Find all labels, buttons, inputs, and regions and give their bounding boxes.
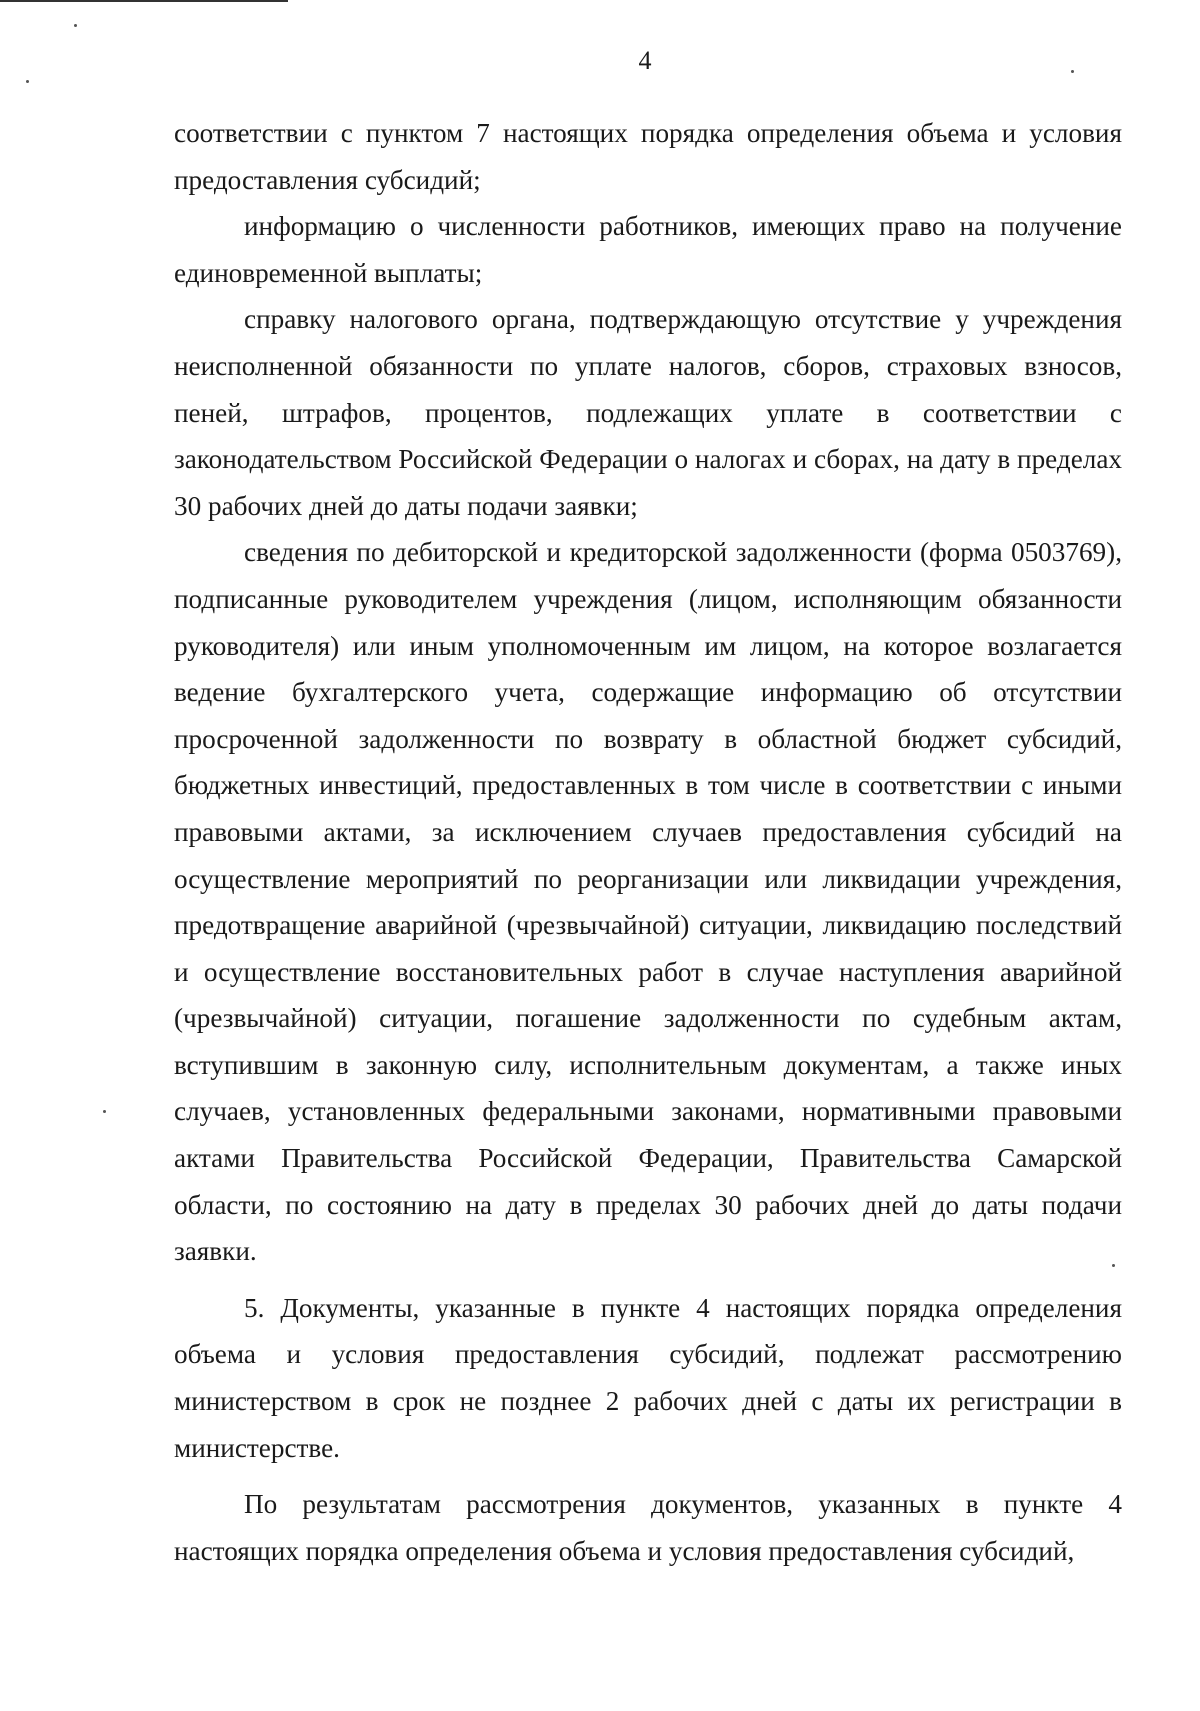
document-body [174, 110, 1122, 1574]
paragraph-employee-count: информацию о численности работников, имеющих право на получение единовременной выплаты; [174, 211, 1122, 288]
scan-speck [103, 1110, 106, 1113]
paragraph-continuation: соответствии с пунктом 7 настоящих порядка определения объема и условия предоставления субсидий; [174, 118, 1122, 195]
scan-top-rule [0, 0, 288, 2]
scan-speck [74, 24, 77, 27]
scan-speck [26, 80, 29, 83]
paragraph-item-5: 5. Документы, указанные в пункте 4 настоящих порядка определения объема и условия предоставления субсидий, подлежат рассмотрению министерством в срок не позднее 2 рабочих дней с даты их регистрации в министерстве. [174, 1292, 1122, 1463]
paragraph-debt-information: сведения по дебиторской и кредиторской задолженности (форма 0503769), подписанные руководителем учреждения (лицом, исполняющим обязанности руководителя) или иным уполномоченным им лицом, на которое возлагается ведение бухгалтерского учета, содержащие информацию об отсутствии просроченной задолженности по возврату в областной бюджет субсидий, бюджетных инвестиций, предоставленных в том числе в соответствии с иными правовыми актами, за исключением случаев предоставления субсидий на осуществление мероприятий по реорганизации или ликвидации учреждения, предотвращение аварийной (чрезвычайной) ситуации, ликвидацию последствий и осуществление восстановительных работ в случае наступления аварийной (чрезвычайной) ситуации, погашение задолженности по судебным актам, вступившим в законную силу, исполнительным документам, а также иных случаев, установленных федеральными законами, нормативными правовыми актами Правительства Российской Федерации, Правительства Самарской области, по состоянию на дату в пределах 30 рабочих дней до даты подачи заявки. [174, 537, 1122, 1267]
paragraph-tax-certificate: справку налогового органа, подтверждающую отсутствие у учреждения неисполненной обязанности по уплате налогов, сборов, страховых взносов, пеней, штрафов, процентов, подлежащих уплате в соответствии с законодательством Российской Федерации о налогах и сборах, на дату в пределах 30 рабочих дней до даты подачи заявки; [174, 304, 1122, 521]
paragraph-review-results: По результатам рассмотрения документов, указанных в пункте 4 настоящих порядка определения объема и условия предоставления субсидий, [174, 1489, 1122, 1566]
page-number: 4 [638, 46, 652, 75]
